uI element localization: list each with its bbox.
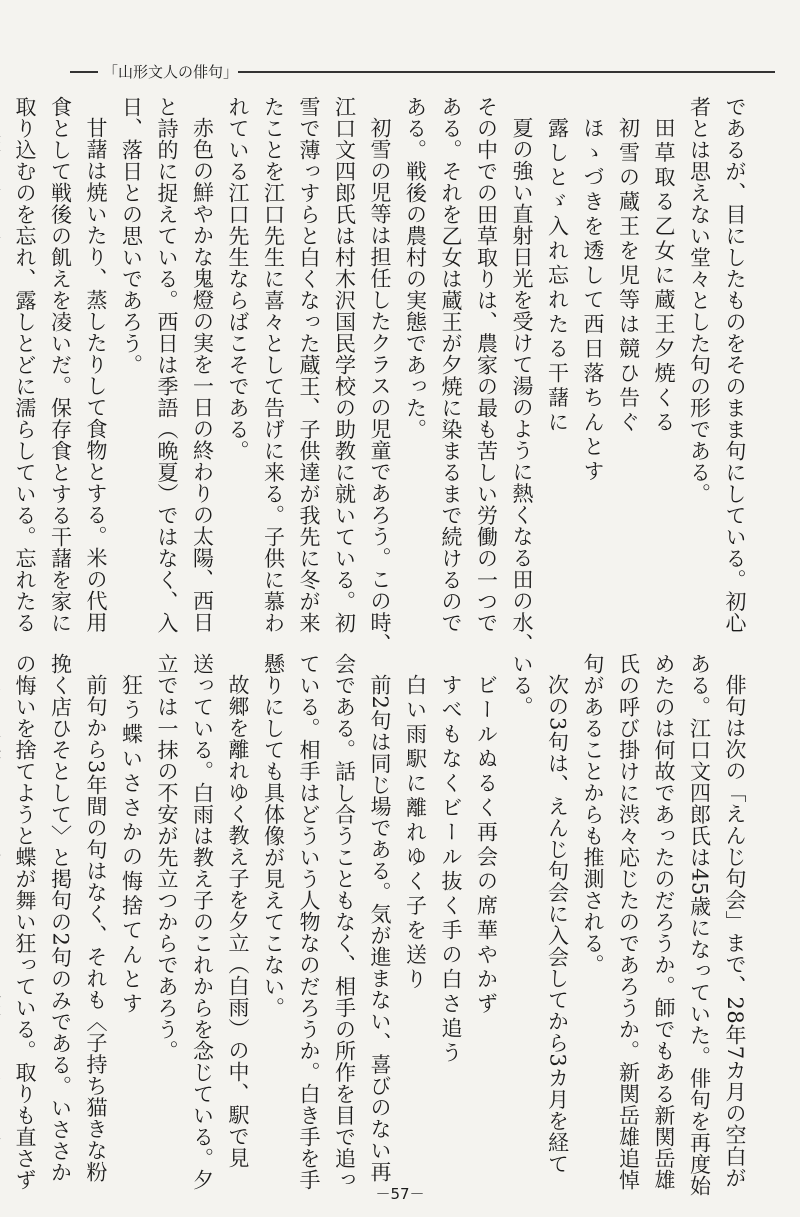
- header-rule-right: [238, 71, 775, 73]
- text-line: 句があることからも推測される。: [581, 653, 605, 976]
- text-line: 氏の呼び掛けに渋々応じたのであろうか。新関岳雄追悼: [616, 653, 641, 1191]
- text-line: 赤色の鮮やかな鬼燈の実を一日の終わりの太陽、西日: [190, 117, 215, 633]
- text-line: 会である。話し合うこともなく、相手の所作を目で追っ: [332, 653, 357, 1191]
- text-line: 夏の強い直射日光を受けて湯のように熱くなる田の水、: [510, 117, 534, 655]
- haiku-line: すべもなくビール抜く手の白さ追う: [439, 674, 463, 1066]
- text-line: 次の3句は、えんじ句会に入会してから3カ月を経て: [545, 674, 570, 1175]
- text-line: の悔いを捨てようと蝶が舞い狂っている。取りも直さず: [13, 653, 37, 1191]
- text-line: 江口文四郎氏は村木沢国民学校の助教に就いている。初: [332, 96, 357, 634]
- text-line: であるが、目にしたものをそのまま句にしている。初心: [723, 96, 747, 634]
- text-line: [0, 653, 7, 1173]
- text-line: ある。江口文四郎氏は45歳になっていた。俳句を再度始: [687, 653, 712, 1197]
- text-line: 者とは思えない堂々とした句の形である。: [687, 96, 712, 505]
- haiku-line: 狂う蝶いささかの悔捨てんとす: [119, 674, 144, 1017]
- haiku-line: 白い雨駅に離れゆく子を送り: [403, 674, 428, 993]
- haiku-line: 露しとゞ入れ忘れたる干藷に: [545, 117, 570, 436]
- text-line: その中での田草取りは、農家の最も苦しい労働の一つで: [474, 96, 499, 634]
- text-line: 前2句は同じ場である。気が進まない、喜びのない再: [368, 674, 392, 1183]
- text-line: たことを江口先生に喜々として告げに来る。子供に慕わ: [261, 96, 286, 634]
- text-line: れている江口先生ならばこそである。: [226, 96, 250, 462]
- text-line: ている。相手はどういう人物なのだろうか。白き手を手: [297, 653, 321, 1191]
- text-line: ある。それを乙女は蔵王が夕焼に染まるまで続けるので: [439, 96, 463, 634]
- text-line: 取り込むのを忘れ、露しとどに濡らしている。忘れたる: [13, 96, 37, 634]
- text-line: 甘藷は焼いたり、蒸したりして食物とする。米の代用: [84, 117, 108, 633]
- text-line: 挽く店ひそとして〉と掲句の2句のみである。いささか: [48, 653, 73, 1183]
- text-line: 初雪の児等は担任したクラスの児童であろう。この時、: [368, 117, 392, 655]
- text-line: 立では一抹の不安が先立つからであろう。: [155, 653, 179, 1062]
- text-line: 送っている。白雨は教え子のこれからを念じている。夕: [190, 653, 215, 1191]
- haiku-line: ビールぬるく再会の席華やかず: [474, 674, 499, 1017]
- text-line: と詩的に捉えている。西日は季語（晩夏）ではなく、入: [155, 96, 179, 634]
- text-line: 俳句は次の「えんじ句会」まで、28年7カ月の空白が: [723, 674, 747, 1189]
- text-line: 前句から3年間の句はなく、それも〈子持ち猫きな粉: [84, 674, 108, 1183]
- text-line: [0, 96, 7, 616]
- text-line: 日、落日との思いであろう。: [119, 96, 144, 376]
- text-line: 故郷を離れゆく教え子を夕立（白雨）の中、駅で見: [226, 674, 250, 1169]
- text-line: めたのは何故であったのだろうか。師でもある新関岳雄: [652, 653, 676, 1191]
- haiku-line: 田草取る乙女に蔵王夕焼くる: [652, 117, 676, 436]
- text-line: ある。戦後の農村の実態であった。: [403, 96, 428, 440]
- header-rule-left: [70, 71, 98, 73]
- text-line: 懸りにしても具体像が見えてこない。: [261, 653, 286, 1019]
- upper-text-block: [0, 96, 752, 655]
- text-line: 雪で薄っすらと白くなった蔵王、子供達が我先に冬が来: [297, 96, 321, 634]
- haiku-line: ほゝづきを透して西日落ちんとす: [581, 117, 605, 485]
- running-header: [70, 62, 775, 82]
- text-line: 食として戦後の飢えを凌いだ。保存食とする干藷を家に: [48, 96, 73, 634]
- haiku-line: 初雪の蔵王を児等は競ひ告ぐ: [616, 117, 641, 436]
- running-header-title: 「山形文人の俳句」: [103, 63, 239, 81]
- page-number: －57－: [375, 1185, 425, 1203]
- text-line: いる。: [510, 653, 534, 718]
